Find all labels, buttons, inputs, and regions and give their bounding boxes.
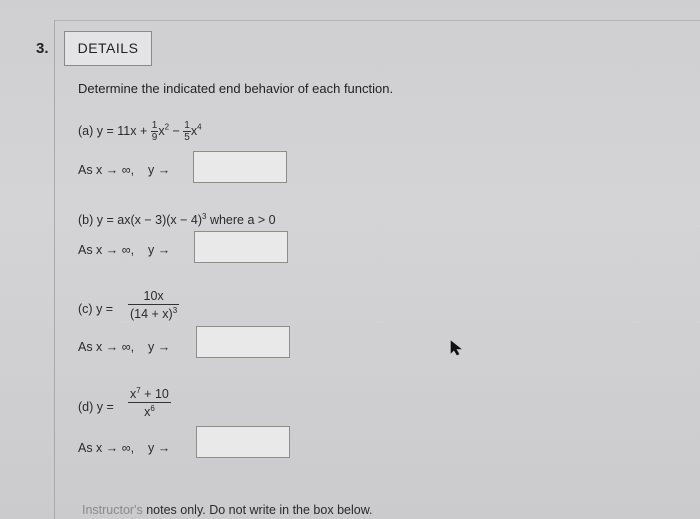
- part-a-as-text: As x → ∞,: [78, 163, 135, 177]
- part-a-term1: x: [158, 123, 165, 138]
- part-a-term1-exponent: 2: [164, 122, 170, 132]
- part-b-label: (b): [78, 213, 94, 228]
- part-a-term2-exponent: 4: [197, 122, 202, 132]
- mouse-cursor-icon: [450, 340, 464, 356]
- part-b-expression: y = ax(x − 3)(x − 4): [96, 213, 203, 228]
- part-a-prefix: y = 11x +: [96, 123, 148, 138]
- question-number: 3.: [36, 40, 49, 57]
- instructor-notes-main: notes only. Do not write in the box below.: [146, 503, 373, 517]
- part-b-condition: where a > 0: [206, 213, 276, 228]
- instructor-notes-text: [82, 503, 373, 517]
- part-a-minus: −: [172, 123, 180, 138]
- instructor-notes-faded: Instructor's: [82, 503, 147, 517]
- part-a-label: (a): [78, 123, 94, 138]
- part-c-fraction: [128, 289, 179, 321]
- part-a-limit-text: [78, 163, 170, 177]
- part-c-denominator-exponent: 3: [172, 306, 178, 315]
- part-a-y-arrow: y →: [148, 163, 171, 177]
- part-c-numerator: 10x: [128, 289, 179, 305]
- part-d-label-line: [78, 400, 114, 414]
- part-d-prefix: y =: [96, 400, 114, 414]
- part-b-exponent: 3: [202, 212, 207, 221]
- part-a-term2: x: [190, 123, 198, 138]
- part-c-label: (c): [78, 302, 93, 316]
- part-c-as-text: As x → ∞,: [78, 340, 135, 354]
- part-a-frac2-numerator: 1: [184, 120, 190, 131]
- part-c-denominator: [128, 305, 179, 321]
- part-d-label: (d): [78, 400, 94, 414]
- part-d-as-text: As x → ∞,: [78, 441, 135, 455]
- part-d-limit-text: [78, 441, 170, 455]
- part-a-function: [78, 120, 202, 143]
- part-b-answer-input[interactable]: [194, 231, 288, 263]
- part-b-function: [78, 212, 276, 227]
- part-c-denominator-base: (14 + x): [130, 307, 173, 322]
- part-c-answer-input[interactable]: [196, 326, 290, 358]
- part-d-numerator-base: x: [130, 387, 137, 402]
- part-a-answer-input[interactable]: [193, 151, 287, 183]
- part-d-numerator-tail: + 10: [140, 387, 169, 402]
- part-c-label-line: [78, 302, 113, 316]
- part-d-denominator-exponent: 6: [150, 404, 155, 414]
- part-d-denominator-base: x: [144, 405, 151, 420]
- question-left-border: [54, 20, 55, 519]
- part-a-frac1-numerator: 1: [151, 120, 158, 131]
- part-c-limit-text: [78, 340, 170, 354]
- part-a-frac1-denominator: 9: [151, 132, 158, 143]
- instruction-text: Determine the indicated end behavior of each function.: [78, 81, 394, 96]
- part-d-denominator: [128, 403, 171, 419]
- part-a-fraction-2: [183, 120, 191, 143]
- part-d-numerator: [128, 386, 171, 403]
- part-d-answer-input[interactable]: [196, 426, 290, 458]
- part-d-y-arrow: y →: [148, 441, 171, 455]
- part-d-numerator-exponent: 7: [136, 386, 141, 395]
- details-button[interactable]: DETAILS: [64, 31, 152, 66]
- part-a-frac2-denominator: 5: [184, 132, 190, 143]
- part-c-y-arrow: y →: [148, 340, 171, 354]
- part-b-y-arrow: y →: [148, 243, 171, 257]
- question-top-border: [54, 20, 700, 21]
- part-d-fraction: [128, 386, 171, 419]
- part-b-as-text: As x → ∞,: [78, 243, 135, 257]
- part-c-prefix: y =: [96, 302, 114, 316]
- part-b-limit-text: [78, 243, 170, 257]
